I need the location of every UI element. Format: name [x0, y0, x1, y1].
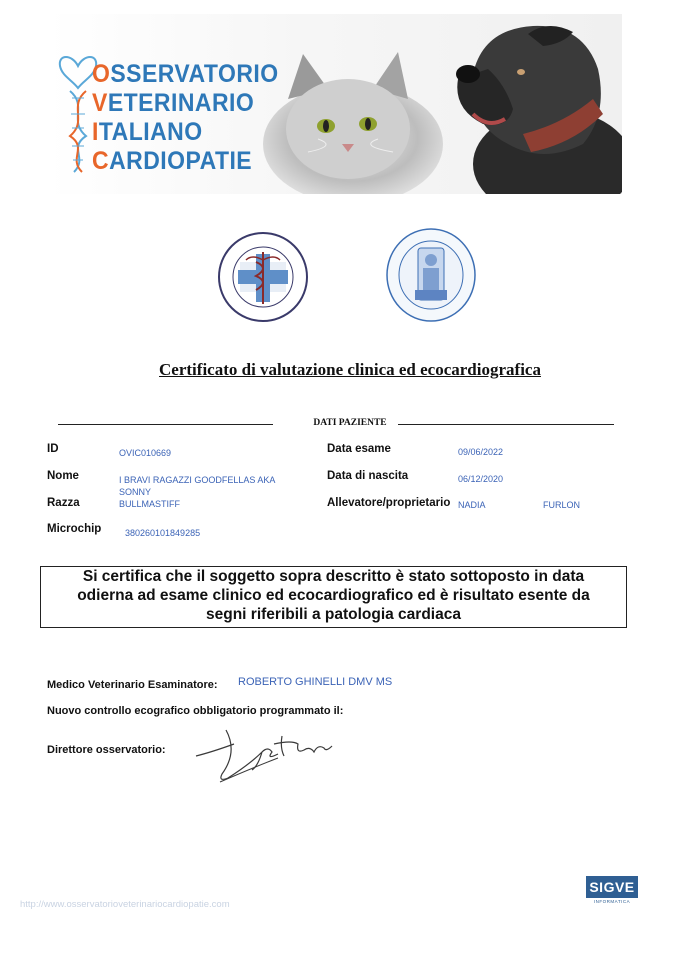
name-label: Nome [47, 470, 79, 482]
examiner-name: ROBERTO GHINELLI DMV MS [238, 676, 393, 688]
id-value: OVIC010669 [119, 448, 172, 458]
owner-label: Allevatore/proprietario [327, 497, 451, 509]
next-check-label: Nuovo controllo ecografico obbligatorio programmato il: [47, 705, 344, 717]
name-value-line-2: SONNY [119, 487, 152, 497]
exam-date-value: 09/06/2022 [458, 447, 504, 457]
logo-line-1: OSSERVATORIO [92, 60, 279, 88]
section-heading-patient-data: DATI PAZIENTE [313, 418, 387, 428]
dog-photo [413, 14, 622, 194]
statement-line-3: segni riferibili a patologia cardiaca [206, 606, 461, 623]
microchip-label: Microchip [47, 523, 102, 535]
statement-line-2: odierna ad esame clinico ed ecocardiografico ed è risultato esente da [77, 587, 590, 604]
perugia-university-seal [216, 230, 310, 324]
observatory-logo-text [92, 60, 295, 176]
breed-value: BULLMASTIFF [119, 499, 181, 509]
logo-line-2: VETERINARIO [92, 89, 255, 117]
federico-ii-seal [385, 226, 477, 324]
sigve-logo: SIGVE [586, 876, 638, 898]
name-value [119, 474, 275, 498]
id-label: ID [47, 443, 59, 455]
website-url: http://www.osservatorioveterinariocardiopatie.com [20, 899, 230, 910]
exam-date-label: Data esame [327, 443, 391, 455]
director-label: Direttore osservatorio: [47, 744, 166, 756]
owner-first-name: NADIA [458, 500, 486, 510]
statement-line-1: Si certifica che il soggetto sopra descritto è stato sottoposto in data [82, 568, 585, 585]
microchip-value: 380260101849285 [125, 528, 201, 538]
logo-line-3: ITALIANO [92, 118, 203, 146]
name-value-line-1: I BRAVI RAGAZZI GOODFELLAS AKA [119, 475, 276, 485]
certificate-title: Certificato di valutazione clinica ed ecocardiografica [159, 360, 541, 379]
certification-statement-box [40, 566, 627, 628]
examiner-label: Medico Veterinario Esaminatore: [47, 679, 218, 691]
owner-last-name: FURLON [543, 500, 581, 510]
birth-date-label: Data di nascita [327, 470, 409, 482]
breed-label: Razza [47, 497, 80, 509]
director-signature [192, 722, 342, 784]
sigve-logo-subtitle: INFORMATICA [593, 899, 631, 904]
birth-date-value: 06/12/2020 [458, 474, 504, 484]
logo-line-4: CARDIOPATIE [92, 147, 253, 175]
